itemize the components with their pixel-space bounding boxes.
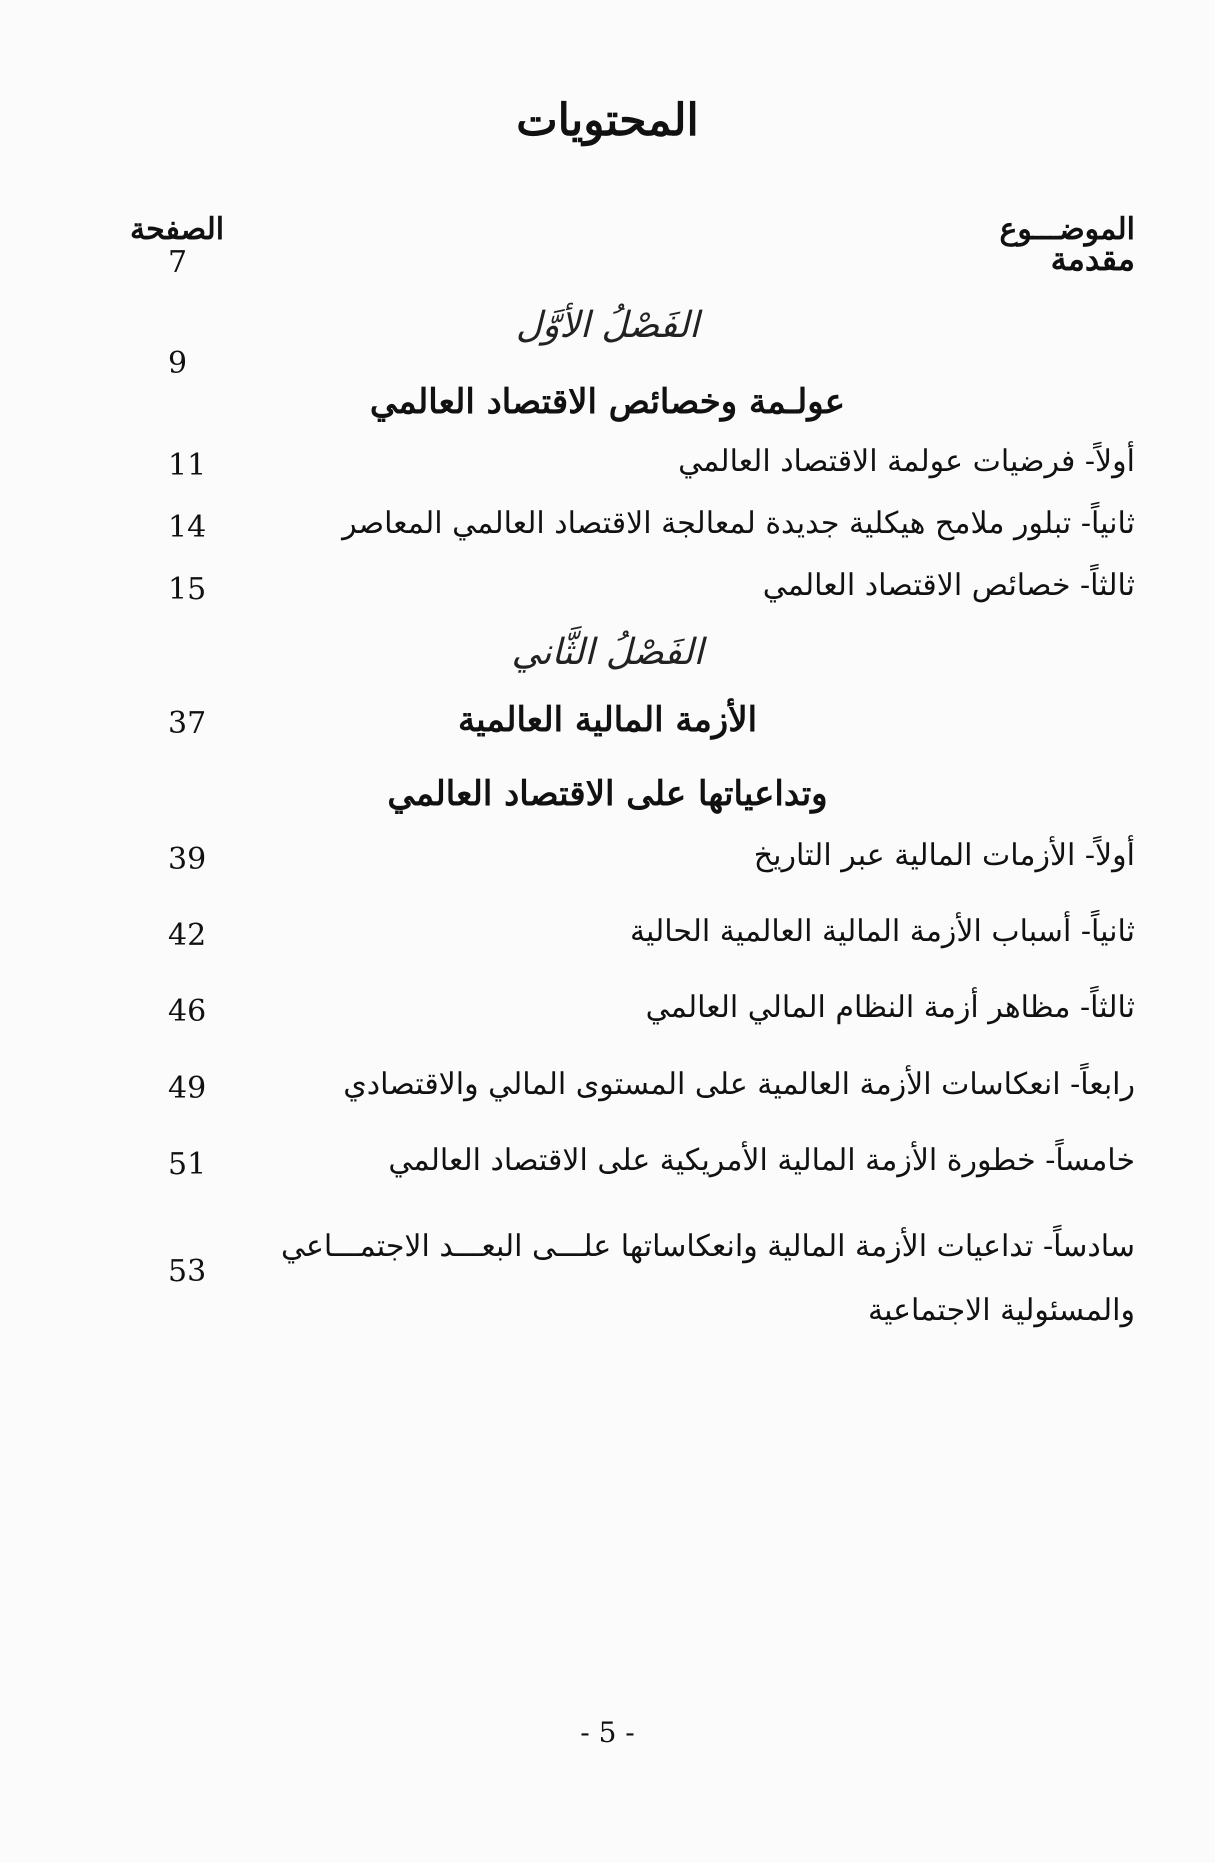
toc-entry-wrapped: سادساً- تداعيات الأزمة المالية وانعكاساتها علـــى البعـــد الاجتمـــاعي والمسئولية الاجتماعية — [281, 1229, 1135, 1328]
toc-page: 53 — [168, 1254, 207, 1289]
page-column-header: الصفحة — [130, 212, 225, 247]
toc-entry: رابعاً- انعكاسات الأزمة العالمية على المستوى المالي والاقتصادي — [343, 1067, 1135, 1102]
toc-entry: ثانياً- تبلور ملامح هيكلية جديدة لمعالجة الاقتصاد العالمي المعاصر — [342, 506, 1135, 541]
toc-page: 15 — [168, 572, 207, 607]
topic-column-header: الموضـــوع — [999, 212, 1135, 247]
page-number: - 5 - — [580, 1716, 635, 1749]
toc-page: 42 — [168, 918, 207, 953]
toc-page: 46 — [168, 994, 207, 1029]
toc-page: 14 — [168, 510, 207, 545]
chapter-1-heading: الفَصْلُ الأوَّل — [515, 305, 700, 346]
page-title: المحتويات — [516, 95, 699, 146]
toc-page: 11 — [168, 448, 207, 483]
toc-entry: ثالثاً- خصائص الاقتصاد العالمي — [762, 568, 1135, 603]
toc-entry: أولاً- فرضيات عولمة الاقتصاد العالمي — [678, 444, 1135, 479]
toc-page: 49 — [168, 1071, 207, 1106]
chapter-2-heading: الفَصْلُ الثَّاني — [511, 632, 704, 673]
toc-entry: ثالثاً- مظاهر أزمة النظام المالي العالمي — [645, 990, 1135, 1025]
chapter-2-title-line1: الأزمة المالية العالمية — [457, 700, 758, 740]
toc-entry: خامساً- خطورة الأزمة المالية الأمريكية على الاقتصاد العالمي — [388, 1143, 1135, 1178]
toc-entry: أولاً- الأزمات المالية عبر التاريخ — [753, 838, 1135, 873]
toc-page: 39 — [168, 842, 207, 877]
toc-page: 51 — [168, 1147, 207, 1182]
toc-entry-intro: مقدمة — [1050, 240, 1135, 278]
toc-page-chapter-2: 37 — [168, 706, 207, 741]
toc-page-chapter-1: 9 — [168, 346, 188, 381]
chapter-2-title-line2: وتداعياتها على الاقتصاد العالمي — [387, 774, 828, 814]
chapter-1-title: عولـمة وخصائص الاقتصاد العالمي — [369, 382, 846, 422]
toc-entry: ثانياً- أسباب الأزمة المالية العالمية الحالية — [629, 914, 1135, 949]
toc-page-intro: 7 — [168, 245, 188, 280]
